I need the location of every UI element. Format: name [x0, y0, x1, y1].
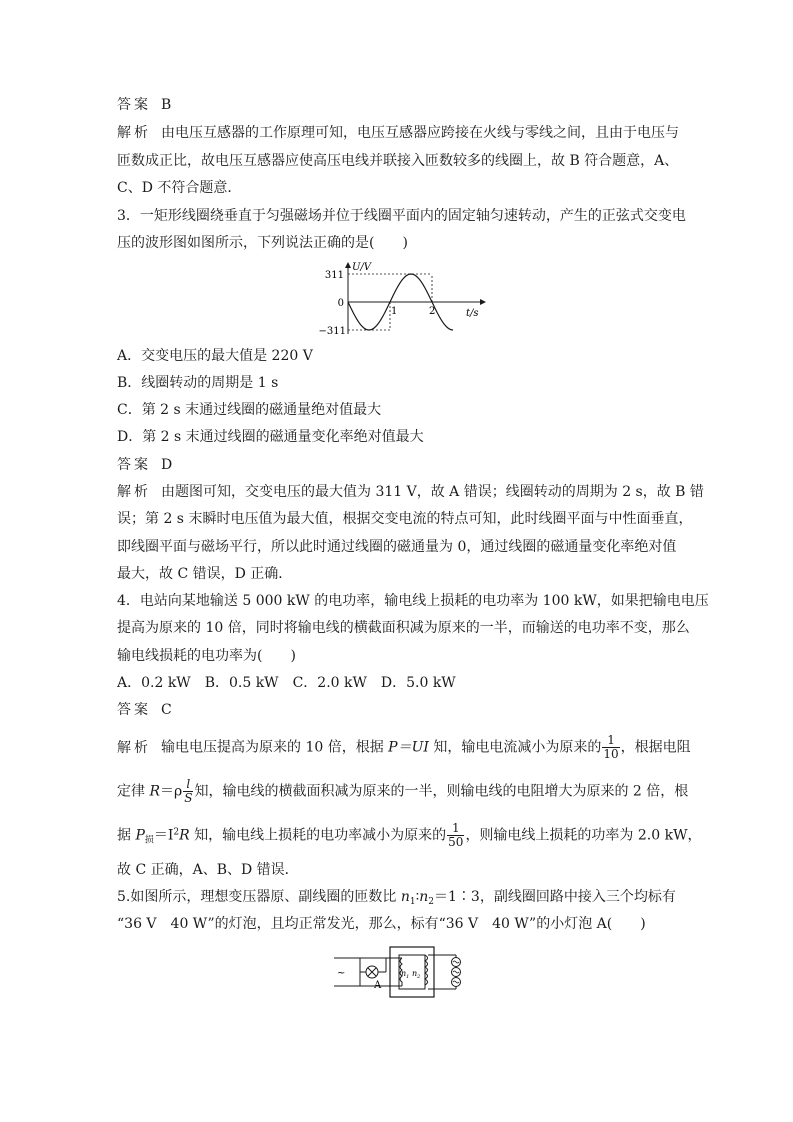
q2-analysis-line-3: C、D 不符合题意． — [117, 180, 242, 196]
n2-subscript: 2 — [428, 897, 434, 907]
stem-text: ＝1∶3，副线圈回路中接入三个均标有 — [434, 889, 676, 905]
q3-stem-line-2: 压的波形图如图所示，下列说法正确的是( ) — [117, 235, 408, 251]
analysis-text: 定律 — [117, 783, 150, 800]
q3-waveform-graph — [300, 260, 500, 340]
ac-source-symbol: ~ — [337, 968, 346, 979]
n2-label-subscript: 2 — [417, 974, 421, 980]
answer-label: 答案 — [117, 702, 151, 718]
fraction-numerator: 1 — [602, 734, 619, 748]
fraction-denominator: 50 — [448, 835, 464, 849]
q5-stem-line-1 — [117, 887, 676, 912]
analysis-text: ，则输电线上损耗的功率为 2.0 kW， — [465, 827, 702, 844]
q4-stem-line-2: 提高为原来的 10 倍，同时将输电线的横截面积减为原来的一半，而输送的电功率不变，那么 — [117, 620, 690, 636]
analysis-label: 解析 — [117, 125, 151, 141]
q5-stem-line-2: “36 V 40 W”的灯泡，且均正常发光，那么，标有“36 V 40 W”的小灯泡 A( ) — [117, 916, 646, 932]
fraction-l-s — [183, 778, 193, 805]
formula-superscript: 2 — [173, 827, 180, 838]
waveform-plot — [319, 262, 486, 337]
q3-analysis-line-3: 即线圈平面与磁场平行，所以此时通过线圈的磁通量为 0，通过线圈的磁通量变化率绝对值 — [117, 539, 677, 555]
fraction-1-10 — [602, 734, 619, 761]
n1-label — [401, 969, 409, 980]
q4-analysis-line-1 — [117, 734, 691, 761]
fraction-numerator: l — [183, 778, 193, 792]
formula-subscript: 损 — [144, 835, 154, 846]
formula-eq-i: ＝I — [153, 827, 174, 844]
ratio-colon: ∶ — [415, 889, 420, 905]
x-axis-label: t/s — [466, 308, 479, 319]
analysis-text: ，根据电阻 — [620, 739, 691, 756]
analysis-text: 知，输电电流减小为原来的 — [428, 739, 602, 756]
q4-stem-line-1: 4．电站向某地输送 5 000 kW 的电功率，输电线上损耗的电功率为 100 kW，如果把输电电压 — [117, 593, 709, 609]
q2-analysis-line-1 — [117, 123, 679, 143]
fraction-1-50 — [447, 822, 464, 849]
q4-options: A．0.2 kW B．0.5 kW C．2.0 kW D．5.0 kW — [117, 675, 456, 691]
q3-option-d: D．第 2 s 末通过线圈的磁通量变化率绝对值最大 — [117, 429, 424, 445]
answer-value: C — [161, 702, 172, 718]
n1-label-subscript: 1 — [406, 974, 410, 980]
q3-analysis-line-4: 最大，故 C 错误，D 正确． — [117, 566, 293, 582]
analysis-text: 知，输电线的横截面积减为原来的一半，则输电线的电阻增大为原来的 2 倍，根 — [194, 783, 689, 800]
q3-answer — [117, 455, 172, 475]
answer-label: 答案 — [117, 97, 151, 113]
fraction-denominator: 10 — [603, 747, 619, 761]
formula-r: R — [179, 827, 190, 844]
n1-subscript: 1 — [409, 897, 416, 907]
formula-p: P — [135, 827, 145, 844]
formula-eq-rho: ＝ρ — [160, 783, 183, 800]
q2-answer — [117, 95, 171, 115]
y-axis-label: U/V — [352, 262, 372, 273]
q4-stem-line-3: 输电线损耗的电功率为( ) — [117, 648, 296, 664]
stem-text: 5.如图所示，理想变压器原、副线圈的匝数比 — [117, 889, 401, 905]
q2-analysis-line-2: 匝数成正比，故电压互感器应使高压电线并联接入匝数较多的线圈上，故 B 符合题意，A、 — [117, 153, 679, 169]
answer-value: B — [161, 97, 172, 113]
analysis-text: 输电电压提高为原来的 10 倍，根据 — [161, 739, 389, 756]
n2-label — [412, 969, 420, 980]
analysis-text: 由电压互感器的工作原理可知，电压互感器应跨接在火线与零线之间，且由于电压与 — [161, 125, 679, 141]
y-tick-neg311: −311 — [318, 326, 346, 337]
x-tick-1: 1 — [391, 306, 398, 317]
x-tick-2: 2 — [429, 306, 436, 317]
q3-option-c: C．第 2 s 末通过线圈的磁通量绝对值最大 — [117, 402, 382, 418]
q4-analysis-line-4: 故 C 正确，A、B、D 错误． — [117, 862, 299, 878]
answer-label: 答案 — [117, 457, 151, 473]
n1-label-text: n — [401, 969, 407, 978]
n2-label-text: n — [412, 969, 418, 978]
formula-r: R — [149, 783, 160, 800]
q3-stem-line-1: 3．一矩形线圈绕垂直于匀强磁场并位于线圈平面内的固定轴匀速转动，产生的正弦式交变电 — [117, 208, 686, 224]
q3-option-b: B．线圈转动的周期是 1 s — [117, 375, 279, 391]
q4-analysis-line-2 — [117, 778, 688, 805]
n1-symbol: n — [400, 889, 410, 905]
analysis-text: 由题图可知，交变电压的最大值为 311 V，故 A 错误；线圈转动的周期为 2 s，故 B 错 — [161, 484, 704, 500]
analysis-label: 解析 — [117, 484, 151, 500]
analysis-text: 据 — [117, 827, 136, 844]
q4-analysis-line-3 — [117, 822, 701, 851]
q3-analysis-line-1 — [117, 482, 704, 502]
n2-symbol: n — [419, 889, 429, 905]
q3-option-a: A．交变电压的最大值是 220 V — [117, 348, 313, 364]
answer-value: D — [161, 457, 173, 473]
fraction-denominator: S — [184, 791, 193, 805]
q4-answer — [117, 700, 172, 720]
y-tick-311: 311 — [324, 270, 344, 281]
x-axis-arrow — [480, 299, 486, 305]
analysis-text: 知，输电线上损耗的电功率减小为原来的 — [189, 827, 447, 844]
y-tick-0: 0 — [337, 298, 344, 309]
q3-analysis-line-2: 误；第 2 s 末瞬时电压值为最大值，根据交变电流的特点可知，此时线圈平面与中性面垂直， — [117, 511, 693, 527]
analysis-label: 解析 — [117, 739, 151, 756]
lamp-a-label: A — [374, 980, 382, 991]
fraction-numerator: 1 — [447, 822, 464, 836]
formula-p-ui: P＝UI — [388, 739, 429, 756]
y-axis-arrow — [345, 262, 351, 268]
transformer-circuit-diagram — [330, 944, 470, 1000]
